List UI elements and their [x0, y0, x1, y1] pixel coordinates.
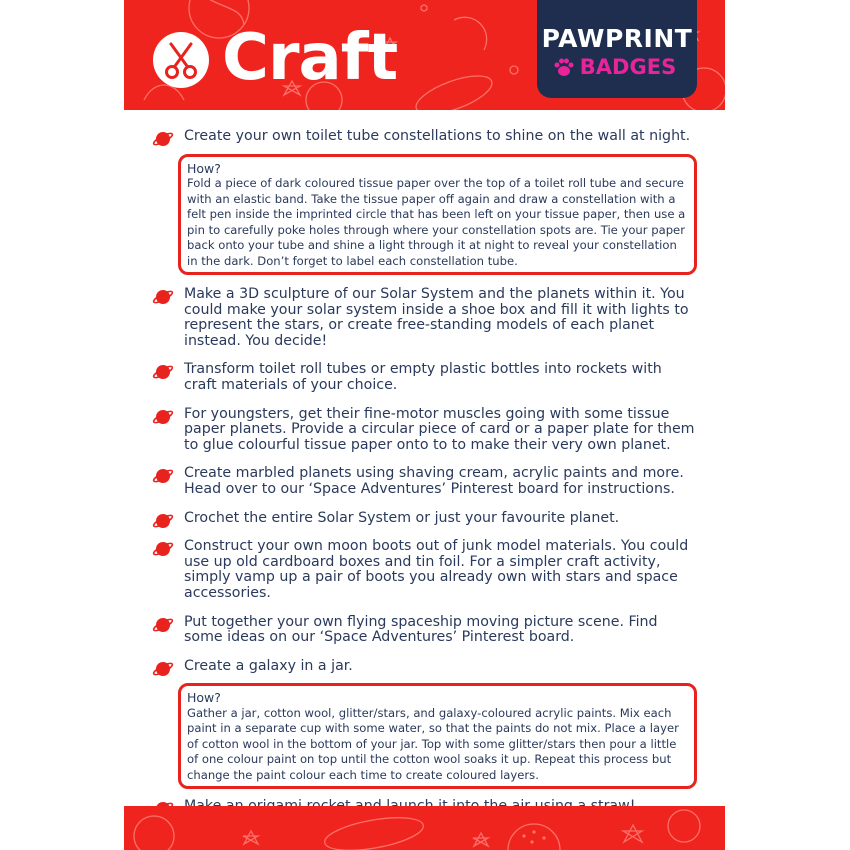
scissors-icon — [153, 32, 209, 88]
planet-bullet-icon — [152, 466, 174, 486]
list-item: Create a galaxy in a jar. — [152, 659, 697, 675]
planet-bullet-icon — [152, 615, 174, 635]
list-item: Create your own toilet tube constellations to shine on the wall at night. — [152, 129, 697, 145]
how-instructions-box — [178, 683, 697, 789]
planet-bullet-icon — [152, 407, 174, 427]
activity-list — [152, 122, 697, 815]
list-item: Create marbled planets using shaving cream, acrylic paints and more. Head over to our ‘Space Adventures’ Pinterest board for instructions. — [152, 466, 697, 497]
planet-bullet-icon — [152, 511, 174, 531]
how-instructions-box — [178, 154, 697, 276]
how-label: How? — [187, 160, 221, 176]
planet-bullet-icon — [152, 287, 174, 307]
list-item: Transform toilet roll tubes or empty plastic bottles into rockets with craft materials of your choice. — [152, 362, 697, 393]
planet-bullet-icon — [152, 659, 174, 679]
list-item: For youngsters, get their fine-motor muscles going with some tissue paper planets. Provide a circular piece of card or a paper plate for them to glue colourful tissue paper onto to to make their very own planet. — [152, 407, 697, 454]
list-item: Make a 3D sculpture of our Solar System and the planets within it. You could make your solar system inside a shoe box and fill it with lights to represent the stars, or create free-standing models of each planet instead. You decide! — [152, 287, 697, 349]
header-banner — [124, 0, 725, 110]
brand-logo-line2: BADGES — [579, 55, 677, 79]
planet-bullet-icon — [152, 129, 174, 149]
space-doodle-pattern — [124, 806, 725, 850]
how-text: Gather a jar, cotton wool, glitter/stars, and galaxy-coloured acrylic paints. Mix each paint in a separate cup with some water, so that the paints do not mix. Place a layer of cotton wool in the bottom of your jar. Top with some glitter/stars then pour a little of one colour paint on top until the cotton wool soaks it up. Repeat this process but change the paint colour each time to create coloured layers. — [187, 705, 679, 782]
list-item: Construct your own moon boots out of junk model materials. You could use up old cardboard boxes and tin foil. For a simpler craft activity, simply vamp up a pair of boots you already own with stars and space accessories. — [152, 539, 697, 601]
footer-banner — [124, 806, 725, 850]
list-item: Crochet the entire Solar System or just your favourite planet. — [152, 511, 697, 527]
page-title: Craft — [222, 21, 398, 95]
how-label: How? — [187, 690, 221, 706]
worksheet-page — [124, 0, 725, 850]
how-text: Fold a piece of dark coloured tissue paper over the top of a toilet roll tube and secure with an elastic band. Take the tissue paper off again and draw a constellation with a felt pen inside the imprinted circle that has been left on your tissue paper, then use a pin to carefully poke holes through where your constellation spots are. Tie your paper back onto your tube and shine a light through it at night to reveal your constellation in the dark. Don’t forget to label each constellation tube. — [187, 176, 686, 268]
list-item: Put together your own flying spaceship moving picture scene. Find some ideas on our ‘Space Adventures’ Pinterest board. — [152, 615, 697, 646]
planet-bullet-icon — [152, 539, 174, 559]
brand-logo-line1: PAWPRINT — [541, 24, 693, 53]
planet-bullet-icon — [152, 362, 174, 382]
brand-logo — [537, 0, 697, 98]
